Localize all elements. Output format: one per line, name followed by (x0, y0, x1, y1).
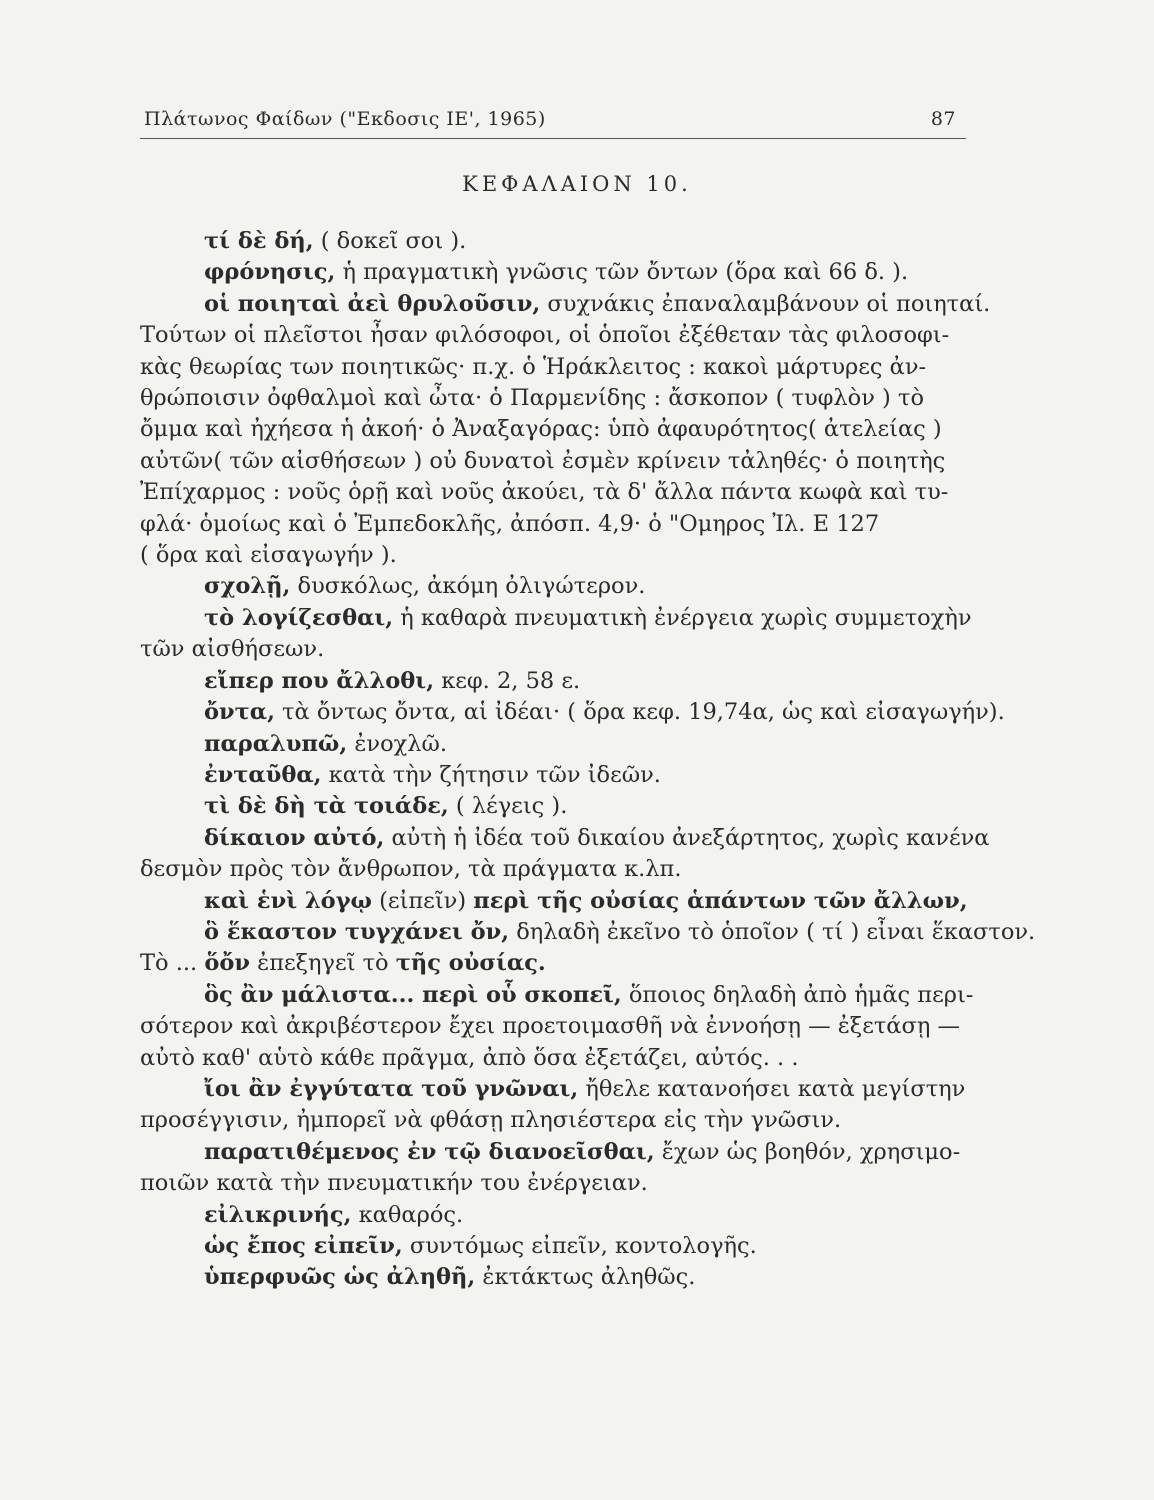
gloss-text: Ἐπίχαρμος : νοῦς ὁρῇ καὶ νοῦς ἀκούει, τὰ δ' ἄλλα πάντα κωφὰ καὶ τυ- (140, 479, 949, 506)
gloss-text: κατὰ τὴν ζήτησιν τῶν ἰδεῶν. (321, 761, 661, 788)
gloss-text: καθαρός. (351, 1201, 464, 1228)
gloss-text: κεφ. 2, 58 ε. (434, 667, 581, 694)
lemma-text: ὃ ἕκαστον τυγχάνει ὄν, (204, 918, 510, 945)
text-line (140, 980, 976, 1011)
lemma-text: παραλυπῶ, (204, 730, 348, 757)
lemma-text: ὑπερφυῶς ὡς ἀληθῆ, (204, 1264, 476, 1291)
lemma-text: φρόνησις, (204, 259, 336, 286)
gloss-text: δηλαδὴ ἐκεῖνο τὸ ὁποῖον ( τί ) εἶναι ἕκαστον. (509, 918, 1036, 945)
gloss-text: συντόμως εἰπεῖν, κοντολογῆς. (402, 1233, 757, 1259)
gloss-text: ἡ πραγματικὴ γνῶσις τῶν ὄντων (ὅρα καὶ 66 δ. ). (335, 259, 909, 286)
lemma-text: σχολῇ, (204, 573, 291, 600)
gloss-text: θρώποισιν ὀφθαλμοὶ καὶ ὦτα· ὁ Παρμενίδης : ἄσκοπον ( τυφλὸν ) τὸ (140, 385, 924, 412)
text-line (140, 948, 976, 979)
gloss-text: κὰς θεωρίας των ποιητικῶς· π.χ. ὁ Ἡράκλειτος : κακοὶ μάρτυρες ἀν- (140, 353, 927, 380)
lemma-text: οἱ ποιηταὶ ἀεὶ θρυλοῦσιν, (204, 290, 541, 317)
gloss-text: (εἰπεῖν) (371, 887, 474, 914)
text-line (140, 540, 976, 571)
text-line (140, 571, 976, 602)
commentary-body (140, 226, 1036, 1294)
gloss-text: προσέγγισιν, ἠμπορεῖ νὰ φθάσῃ πλησιέστερα εἰς τὴν γνῶσιν. (140, 1107, 842, 1134)
gloss-text: Τούτων οἱ πλεῖστοι ἦσαν φιλόσοφοι, οἱ ὁποῖοι ἐξέθεταν τὰς φιλοσοφι- (140, 322, 950, 349)
text-line (140, 634, 976, 665)
lemma-text: ὅὄν (204, 950, 250, 977)
lemma-text: καὶ ἑνὶ λόγῳ (204, 887, 372, 914)
gloss-text: ὅποιος δηλαδὴ ἀπὸ ἡμᾶς περι- (621, 981, 974, 1008)
text-line (140, 729, 976, 760)
gloss-text: Τὸ ... (140, 950, 205, 977)
gloss-text: τῶν αἰσθήσεων. (140, 636, 325, 663)
text-line (140, 1231, 976, 1262)
gloss-text: ἤθελε κατανοήσει κατὰ μεγίστην (578, 1075, 966, 1102)
text-line (140, 1043, 976, 1074)
gloss-text: ( ὅρα καὶ εἰσαγωγήν ). (140, 542, 397, 569)
text-line (140, 257, 976, 288)
text-line (140, 289, 991, 320)
lemma-text: εἰλικρινής, (204, 1201, 352, 1228)
text-line (140, 760, 976, 791)
lemma-text: ὄντα, (204, 699, 275, 726)
gloss-text: συχνάκις ἐπαναλαμβάνουν οἱ ποιηταί. (540, 290, 991, 317)
gloss-text: ὄμμα καὶ ἠχήεσα ἡ ἀκοή· ὁ Ἀναξαγόρας: ὑπὸ ἀφαυρότητος( ἀτελείας ) (140, 416, 942, 443)
gloss-text: ἐκτάκτως ἀληθῶς. (475, 1264, 696, 1291)
gloss-text: ( δοκεῖ σοι ). (313, 228, 467, 254)
text-line (140, 666, 976, 697)
text-line (140, 446, 976, 477)
gloss-text: ἡ καθαρὰ πνευματικὴ ἐνέργεια χωρὶς συμμετοχὴν (393, 604, 972, 631)
text-line (140, 320, 976, 351)
lemma-text: τῆς οὐσίας. (395, 950, 546, 977)
gloss-text: ποιῶν κατὰ τὴν πνευματικήν του ἐνέργειαν. (140, 1170, 648, 1197)
text-line (140, 226, 976, 257)
text-line (140, 1074, 976, 1105)
lemma-text: τὶ δὲ δὴ τὰ τοιάδε, (204, 793, 449, 820)
lemma-text: εἴπερ που ἄλλοθι, (204, 667, 435, 694)
page-header (140, 104, 966, 139)
gloss-text: αὐτῶν( τῶν αἰσθήσεων ) οὐ δυνατοὶ ἐσμὲν κρίνειν τἀληθές· ὁ ποιητὴς (140, 447, 946, 474)
lemma-text: περὶ τῆς οὐσίας ἁπάντων τῶν ἄλλων, (473, 887, 968, 914)
lemma-text: παρατιθέμενος ἐν τῷ διανοεῖσθαι, (204, 1138, 655, 1165)
text-line (140, 509, 976, 540)
text-line (140, 1200, 976, 1231)
gloss-text: σότερον καὶ ἀκριβέστερον ἔχει προετοιμασθῆ νὰ ἐννοήσῃ — ἐξετάσῃ — (140, 1013, 960, 1040)
text-line (140, 414, 976, 445)
text-line (140, 477, 976, 508)
lemma-text: τί δὲ δή, (204, 228, 314, 254)
gloss-text: φλά· ὁμοίως καὶ ὁ Ἐμπεδοκλῆς, ἀπόσπ. 4,9· ὁ "Ομηρος Ἰλ. Ε 127 (140, 510, 880, 537)
gloss-text: ἐπεξηγεῖ τὸ (249, 950, 396, 977)
text-line (140, 603, 976, 634)
text-line (140, 917, 1036, 948)
gloss-text: ἐνοχλῶ. (347, 730, 448, 757)
lemma-text: δίκαιον αὐτό, (204, 824, 385, 851)
lemma-text: ὃς ἂν μάλιστα... περὶ οὗ σκοπεῖ, (204, 981, 622, 1008)
text-line (140, 1105, 976, 1136)
text-line (140, 697, 1005, 728)
gloss-text: ( λέγεις ). (448, 793, 568, 820)
chapter-title: ΚΕΦΑΛΑΙΟΝ 10. (462, 172, 692, 196)
page-number: 87 (930, 108, 956, 130)
gloss-text: δυσκόλως, ἀκόμη ὀλιγώτερον. (290, 573, 646, 600)
gloss-text: τὰ ὄντως ὄντα, αἱ ἰδέαι· ( ὅρα κεφ. 19,74α, ὡς καὶ εἰσαγωγήν). (274, 699, 1005, 726)
gloss-text: αὐτὸ καθ' αὑτὸ κάθε πρᾶγμα, ἀπὸ ὅσα ἐξετάζει, αὐτός. . . (140, 1044, 799, 1071)
text-line (140, 352, 976, 383)
text-line (140, 854, 976, 885)
running-title: Πλάτωνος Φαίδων ("Εκδοσις ΙΕ', 1965) (144, 108, 546, 130)
gloss-text: δεσμὸν πρὸς τὸν ἄνθρωπον, τὰ πράγματα κ.λπ. (140, 856, 682, 883)
lemma-text: τὸ λογίζεσθαι, (204, 604, 394, 631)
text-line (140, 886, 976, 917)
lemma-text: ὡς ἔπος εἰπεῖν, (204, 1233, 403, 1259)
text-line (140, 823, 990, 854)
gloss-text: ἔχων ὡς βοηθόν, χρησιμο- (654, 1138, 961, 1165)
text-line (140, 1262, 976, 1293)
text-line (140, 383, 976, 414)
text-line (140, 1168, 976, 1199)
text-line (140, 1137, 976, 1168)
gloss-text: αὐτὴ ἡ ἰδέα τοῦ δικαίου ἀνεξάρτητος, χωρὶς κανένα (384, 824, 990, 851)
lemma-text: ἴοι ἂν ἐγγύτατα τοῦ γνῶναι, (204, 1075, 579, 1102)
text-line (140, 791, 976, 822)
text-line (140, 1011, 976, 1042)
lemma-text: ἐνταῦθα, (204, 761, 322, 788)
